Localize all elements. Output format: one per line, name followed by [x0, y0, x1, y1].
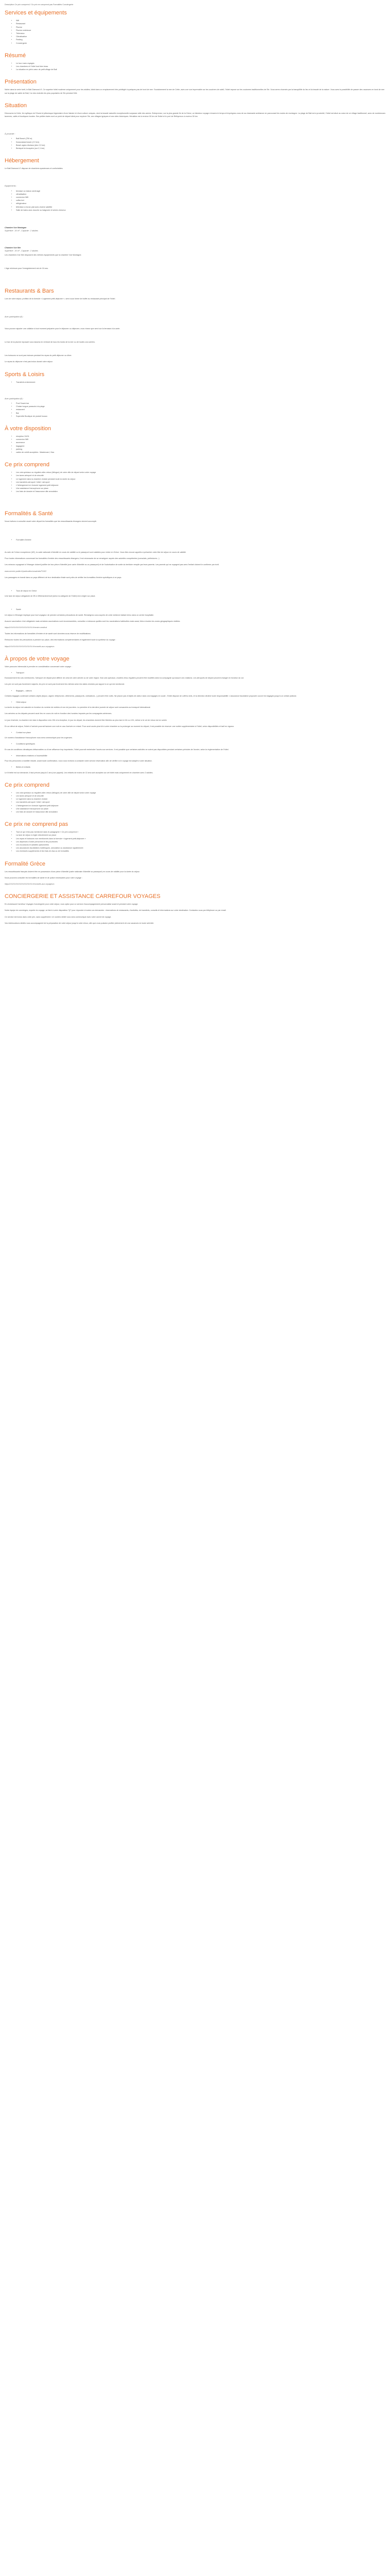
apropos-text-13: Le lit bébé est sur demande, il faut prévoir jusqu'à 2 ans (non payant). Les enfants de moins de 12 ans sont acceptés sur cet hôtel mais uniquement en chambre avec 2 adultes.: [5, 771, 153, 774]
list-item: • Les transferts aéroport / hôtel / aéroport: [16, 801, 386, 804]
room-sea-title: Chambre Vue Mer: [5, 246, 21, 249]
apropos-text-10: Un numéro d'assistance francophone vous sera communiqué pour les urgences.: [5, 737, 73, 739]
apropos-text-5: Certains bagages contenant certains objets (bijoux, argent, téléphones, vêtements, passeports, ordinateurs...) peuvent être volés. Ne placez pas d'objets de valeur dans vos bagages en soute ; l'hôtel dispose de coffres-forts, et la direction décline toute responsabilité. L'assurance facultative proposée couvre les bagages jusqu'à un certain plafond.: [5, 694, 297, 697]
formalites-text-11: Toutes les informations de formalités d'entrée et de santé sont données sous réserve de modifications.: [5, 633, 91, 635]
apropos-text-12: Pour les personnes à mobilité réduite, avant toute confirmation, nous vous invitons à contacter notre service réservation afin de vérifier si le voyage est adapté à votre situation.: [5, 760, 153, 762]
services-title: Services et équipements: [5, 10, 67, 16]
list-item: • Superette Boutique de produit locaux: [16, 415, 386, 418]
list-item: • cartes de crédit acceptées : Mastercard, Visa: [16, 451, 386, 454]
list-item: • réception 24/24: [16, 435, 386, 438]
list-item: • restaurant: [16, 408, 386, 411]
formalites-text-2: Au sein de l'Union européenne (UE), la carte nationale d'identité en cours de validité ou le passeport sont valables pour entrer en Grèce. Vous êtes encore appelés à présenter votre titre de séjour en cours de validité.: [5, 551, 187, 553]
prix-comprend-title: Ce prix comprend: [5, 462, 50, 468]
apropos-text: Votre parcours intermodal à prendre en considération concernant votre voyage :: [5, 665, 72, 668]
services-list: [5, 19, 386, 45]
apropos-text-8: Le jour d'arrivée, la chambre est mise à disposition vers 15h à la réception, le jour du départ, les chambres doivent être libérées au plus tard à 11h ou 12h, même si le vol de retour est en soirée.: [5, 719, 168, 721]
apropos-text-7: Les arrivées ou les départs peuvent avoir lieu en cours de nuit en fonction des horaires imposés par les compagnies aériennes.: [5, 713, 112, 715]
equipments-list: [5, 190, 386, 212]
apropos-sub-conditions: • Conditions spécifiques: [16, 742, 386, 745]
list-item: • Wifi: [16, 19, 386, 22]
page: [0, 0, 391, 925]
list-item: • Le logement dans la chambre choisie: [16, 798, 386, 801]
apropos-text-9: En ce début de séjour, l'hôtel à l'arrivée pourrait facturer une nuit en cas d'arrivée en retard. Pour avoir accès plus tôt à votre chambre ou la prolonger au moment du départ, il est possible de réserver une nuitée supplémentaire à l'hôtel, selon disponibilités et tarif en vigueur.: [5, 725, 235, 727]
room-sea-desc: Les chambres Vue Mer disposent des mêmes équipements que la chambre Vue Montagne.: [5, 253, 82, 256]
list-item: • parking: [16, 448, 386, 451]
list-item: • connexion Wifi: [16, 438, 386, 441]
conciergerie-section: [5, 893, 386, 925]
apropos-text-6: La durée du séjour est calculée en fonction du nombre de nuitées et non de journées. La première et la dernière journée de séjour sont consacrées au transport international.: [5, 706, 151, 709]
room-mountain-title: Chambre Vue Montagne: [5, 227, 27, 229]
resume-title: Résumé: [5, 52, 26, 59]
prix-comprend-section: [5, 461, 386, 493]
list-item: • Karavostasi beach (2.9 km): [16, 141, 386, 144]
prix-non-comprend-list: [5, 831, 386, 853]
restaurants-text: Lors de votre séjour, profitez de la formule « Logement petit-déjeuner », servi sous forme de buffet au restaurant principal de l'hôtel.: [5, 298, 116, 300]
list-item: • bagagerie: [16, 445, 386, 448]
prix-comprend-2-list: [5, 791, 386, 814]
list-item: • Piscine: [16, 26, 386, 29]
sports-title: Sports & Loisirs: [5, 371, 45, 378]
room-mountain-detail: Superficie : 20 m² - Capacité : 2 adultes: [5, 230, 38, 232]
restaurants-option-title: Avec participation (€) :: [5, 315, 24, 318]
hebergement-text: Le Bali Diamond 4* dispose de chambres spacieuses et confortables.: [5, 167, 63, 170]
apropos-sub-hotel: • Hôtel-séjour: [16, 701, 386, 704]
list-item: • Les frais de dossier et l'assurance dite annulation: [16, 490, 386, 493]
list-item: • ascenseur: [16, 441, 386, 444]
formalites-link-2[interactable]: https/XXXXXXXXXXXXXXXXXX.fr/centre-medical: [5, 626, 47, 629]
formalites-link-3[interactable]: https/XXXXXXXXXXXXXXXXXX.fr/conseils-aux-voyageurs: [5, 645, 55, 648]
list-item: • Les excursions et activités optionnelles: [16, 843, 386, 846]
formalites-2-text-2: Nous pouvons consulter les formalités de santé et de police nécessaires pour votre voyage :: [5, 876, 83, 879]
conciergerie-title: CONCIERGERIE ET ASSISTANCE CARREFOUR VOYAGES: [5, 893, 160, 900]
list-item: • Piscine extérieure: [16, 29, 386, 32]
restaurants-text-5: Le repas du déjeuner n'est pas inclus durant votre séjour.: [5, 361, 53, 363]
list-item: • Le logement dans la chambre choisie pendant toute la durée du séjour: [16, 478, 386, 481]
list-item: • Les vols spéciaux ou réguliers aller-retour (bilingue) de votre ville de départ selon votre voyage: [16, 471, 386, 474]
list-item: • Une assistance francophone sur place: [16, 807, 386, 810]
offre-title: À votre disposition: [5, 425, 51, 432]
list-item: • Bali Beach (750 m): [16, 137, 386, 140]
list-item: • Les taxes aéroport et de sécurité: [16, 794, 386, 798]
list-item: • Une assistance francophone sur place: [16, 487, 386, 490]
nearby-title: À proximité :: [5, 133, 15, 135]
apropos-sub-transport: • Transport: [16, 671, 386, 674]
prix-comprend-2-title: Ce prix comprend: [5, 782, 50, 788]
list-item: • Le tour mars voyages: [16, 62, 386, 65]
list-item: • Chaise longue parasols à la plage: [16, 405, 386, 408]
list-item: • Les éventuels suppléments et les frais de visa ou de formalités: [16, 850, 386, 853]
formalites-text-8: Un séjour à l'étranger implique pour tout voyageur de prendre certaines précautions de santé. Renseignez-vous auprès de votre médecin traitant et/ou dans un centre hospitalier.: [5, 614, 154, 616]
room-sea-detail: Superficie : 20 m² - Capacité : 2 adultes: [5, 249, 38, 252]
sports-list: [5, 381, 386, 384]
situation-text: Découvrez la Crète, île mythique de l'Ouest et pittoresque légendaire d'une histoire et d'une culture uniques, dont la beauté naturelle exceptionnelle surpasse celle des autres. Entreprenez, sur la plus grande île de la Grèce, un fabuleux voyage à travers le temps et imprégnez-vous de sa charmante ambiance en parcourant les routes de montagne. La plage de Bali est à proximité, l'hôtel est situé au cœur de ce village traditionnel, avec de nombreuses tavernes, cafés et boutiques locales. Ses petites baies sont un point de départ idéal pour explorer l'île, ses villages typiques et ses sites historiques. Héraklion est à environ 50 km de l'hôtel et le port de Réthymnon à environ 30 km.: [5, 112, 386, 118]
list-item: • terrasse ou balcon aménagé: [16, 190, 386, 193]
list-item: • Parking: [16, 38, 386, 41]
apropos-sub-contact: • Contact sur place: [16, 731, 386, 734]
sports-section: [5, 371, 386, 418]
equipments-title: Equipements :: [5, 185, 17, 188]
resume-list: [5, 62, 386, 72]
list-item: • Les chambres et l'hôtel tout bien beau: [16, 65, 386, 68]
formalites-2-link[interactable]: https/XXXXXXXXXXXXXXXXXX.fr/conseils-aux-voyageurs: [5, 883, 55, 885]
apropos-sub-luggage: • Bagages – valeurs: [16, 689, 386, 692]
sports-option-list: [5, 402, 386, 418]
restaurants-section: [5, 287, 386, 363]
list-item: • télévision à écran plat avec chaîne satellite: [16, 206, 386, 209]
list-item: • L'hébergement en formule logement petit déjeuner: [16, 484, 386, 487]
conciergerie-text: En choisissant Carrefour Voyages Conciergerie pour votre séjour, vous optez pour un service d'accompagnement personnalisé avant et pendant votre voyage.: [5, 903, 138, 906]
apropos-text-2: Exclusivement les vols mentionnés, l'aéroport de départ peut différer de celui de votre arrivée ou de votre région. Nos vols spéciaux, charters et/ou réguliers peuvent être modifiés selon la compagnie qui assure ces rotations. Les aéroports de départ peuvent changer en fonction du vol.: [5, 677, 245, 680]
formalites-text-9: Aucune vaccination n'est obligatoire mais certaines vaccinations sont recommandées, consultez ci-dessous quelles sont les vaccinations habituelles mais aussi, liées à toutes les zones géographiques visitées.: [5, 620, 181, 622]
formalites-title: Formalités & Santé: [5, 510, 53, 517]
restaurants-title: Restaurants & Bars: [5, 288, 54, 295]
apropos-title: À propos de votre voyage: [5, 655, 70, 662]
formalites-text-7: Une taxe de séjour obligatoire de 3€ à 15€/chambre/nuit (selon la catégorie de l'hôtel) est à régler sur place.: [5, 595, 96, 598]
restaurants-text-4: Les boissons ne sont pas incluses pendant les repas du petit déjeuner ou dîner.: [5, 354, 72, 357]
formalites-sub-health: • Santé: [16, 608, 386, 611]
list-item: • Beniquet la bouquine (sur 2,1 km): [16, 147, 386, 150]
apropos-text-3: Les prix ne sont pas forcément majorés, les prix ne sont pas forcément les mêmes selon les dates choisies par rapport à ce qui est mentionné.: [5, 683, 125, 686]
prix-comprend-2-section: [5, 782, 386, 814]
list-item: • Les dépenses d'ordre personnel et les pourboires: [16, 840, 386, 843]
hebergement-section: [5, 157, 386, 270]
formalites-section: [5, 510, 386, 648]
intro-links[interactable]: Description Ce prix comprend / Ce prix ne comprend pas Formalités Conciergerie: [5, 4, 74, 6]
formalites-text-6: Les passagers en transit dans un pays différent de leur destination finale sont priés de vérifier les formalités d'entrée spécifiques à ce pays.: [5, 576, 122, 579]
formalites-2-section: [5, 860, 386, 886]
offre-list: [5, 435, 386, 454]
formalites-text-4: Les mineurs voyageant à l'étranger doivent justifier de leur pièce d'identité (une carte d'identité ou un passeport) et de l'autorisation de sortie du territoire remplie par leurs parents. Les parents qui ne voyagent pas avec l'enfant doivent le confirmer par écrit.: [5, 564, 219, 566]
list-item: • Les taxes aéroport et de sécurité: [16, 474, 386, 477]
formalites-2-text: Les ressortissants français doivent être en possession d'une pièce d'identité (carte nationale d'identité ou passeport) en cours de validité pour la durée du séjour.: [5, 870, 140, 873]
conciergerie-text-2: Notre équipe de concierges, experte du voyage, se tient à votre disposition 7j/7 pour répondre à toutes vos demandes : réservations de restaurants, d'activités, de transferts, conseils et informations sur votre destination. Contactez-nous par téléphone ou par email.: [5, 909, 226, 912]
situation-title: Situation: [5, 102, 27, 109]
formalites-2-title: Formalité Grèce: [5, 860, 45, 867]
age-note: L'âge minimum pour l'enregistrement est de 16 ans.: [5, 267, 48, 270]
restaurants-text-2: Vous pouvez rajouter une collation à tout moment préparée pour le déjeuner ou déjeuner, vous n'avez que servi sur la terrasse à la carte.: [5, 327, 120, 330]
hebergement-title: Hébergement: [5, 158, 39, 164]
list-item: • Les vols spéciaux ou réguliers aller-retour (bilingue) de votre ville de départ selon votre voyage: [16, 791, 386, 794]
list-item: • Conciergerie: [16, 42, 386, 45]
nearby-list: [5, 137, 386, 150]
list-item: • Les frais de dossier et l'assurance dite annulation: [16, 810, 386, 814]
list-item: • Transferts enterrement: [16, 381, 386, 384]
prix-non-comprend-title: Ce prix ne comprend pas: [5, 821, 68, 828]
list-item: • Bar: [16, 412, 386, 415]
restaurants-text-3: Le bar de la piscine reposant vous lassera en rentrant de tous les bords de la mer ou de toutes vos soirées.: [5, 341, 95, 343]
list-item: • connexion Wifi: [16, 196, 386, 199]
presentation-text: Niché dans la verte forêt, le Bali Diamond 4*, Ce superbe hôtel moderne uniquement pour les adultes, idéal dans un emplacement très privilégié à quelques pas de bord de mer. Soudainement la mer de Crète, avec une vue imprenable sur les couchers de soleil, l'hôtel repose sur les coutumes traditionnelles de l'île. Vous serez charmés par la tranquillité du lieu et la beauté de la nature. Vous avez la possibilité de passer des vacances en bord de mer sur la plage de sable de Bali, l'un des endroits les plus populaires de l'île pendant l'été.: [5, 89, 385, 94]
formalites-text-3: Pour toutes informations concernant les formalités d'entrée des ressortissants étrangers, il est nécessaire de se renseigner auprès des autorités compétentes (consulats, préfectures...): [5, 557, 159, 560]
list-item: • climatisation: [16, 193, 386, 196]
presentation-section: [5, 78, 386, 150]
conciergerie-text-4: Vos interlocuteurs dédiés vous accompagnent de la préparation de votre séjour jusqu'à votre retour, afin que vous puissiez profiter pleinement de vos vacances en toute sérénité.: [5, 922, 154, 924]
prix-non-comprend-section: [5, 821, 386, 853]
presentation-title: Présentation: [5, 79, 37, 86]
list-item: • Pool Snack bar: [16, 402, 386, 405]
list-item: • L'hébergement en formule logement petit déjeuner: [16, 804, 386, 807]
resume-section: [5, 52, 386, 72]
list-item: • La situation en plein cœur de petit village de Bali: [16, 68, 386, 71]
formalites-link-1[interactable]: www.service-public.fr/particuliers/vosdroits/F1922: [5, 570, 46, 572]
list-item: • coffre-fort: [16, 199, 386, 202]
formalites-sub-entry: • Formalité d'entrée: [16, 538, 386, 541]
formalites-text: Nous invitons à consulter avant votre départ les formalités que les ressortissants étrangers doivent accomplir.: [5, 520, 97, 522]
list-item: • Climatisation: [16, 35, 386, 38]
apropos-text-11: En cas de conditions climatiques défavorables ou d'une affluence trop importante, l'hôtel pourrait restreindre l'accès aux services. Il est possible que certaines activités ne soient pas disponibles pendant certaines périodes de l'année, selon la réglementation de l'hôtel.: [5, 748, 229, 751]
apropos-section: [5, 655, 386, 774]
sports-option-title: Avec participation (€) :: [5, 397, 24, 400]
conciergerie-text-3: Ce service est inclus dans votre prix, sans supplément. Un numéro dédié vous sera communiqué avec votre carnet de voyage.: [5, 916, 111, 918]
offre-section: [5, 425, 386, 454]
services-section: [5, 9, 386, 45]
list-item: • réfrigérateur: [16, 202, 386, 205]
list-item: • Tout ce qui n'est pas mentionné dans le paragraphe « Ce prix comprend »: [16, 831, 386, 834]
list-item: • Les assurances facultatives multirisques, annulation ou assistance rapatriement: [16, 846, 386, 850]
formalites-text-12: Retrouvez toutes les précautions à prendre sur place, des informations complémentaires et également toute la synthèse du voyage :: [5, 639, 117, 641]
list-item: • Restaurant: [16, 22, 386, 25]
list-item: • La taxe de séjour à régler directement sur place: [16, 834, 386, 837]
list-item: • Salle de bains avec douche ou baignoire et sèche-cheveux: [16, 209, 386, 212]
list-item: • Les transferts aéroport / hôtel / aéroport: [16, 481, 386, 484]
prix-comprend-list: [5, 471, 386, 493]
formalites-sub-tax: • Tous de séjour en Grèce: [16, 589, 386, 592]
list-item: • Les repas et boissons non mentionnés dans la formule « logement petit-déjeuner »: [16, 837, 386, 840]
list-item: • Télévision: [16, 32, 386, 35]
list-item: • Beach agios nikolaos (des 2,9 km): [16, 144, 386, 147]
apropos-sub-accessibility: • Informations relatives à l'accessibilité: [16, 754, 386, 757]
apropos-sub-children: • Bébés et enfants: [16, 766, 386, 769]
